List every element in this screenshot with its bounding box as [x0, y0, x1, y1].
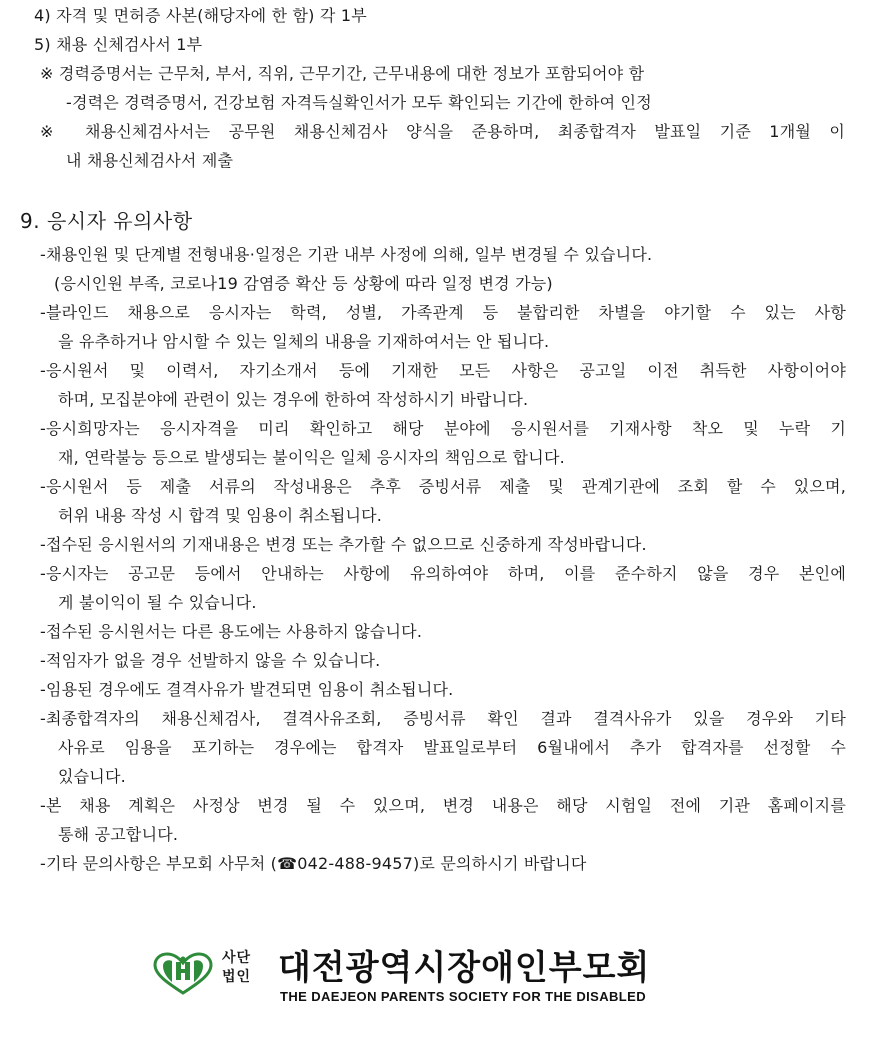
corporation-type: [222, 949, 251, 987]
caution-line: -응시원서 등 제출 서류의 작성내용은 추후 증빙서류 제출 및 관계기관에 조회 할 수 있으며,: [40, 477, 846, 496]
corporation-type-line: 사단: [222, 950, 252, 966]
caution-line: 있습니다.: [58, 767, 126, 786]
note-line: ※ 경력증명서는 근무처, 부서, 직위, 근무기간, 근무내용에 대한 정보가 포함되어야 함: [40, 64, 645, 83]
caution-line: -최종합격자의 채용신체검사, 결격사유조회, 증빙서류 확인 결과 결격사유가 있을 경우와 기타: [40, 709, 846, 728]
organization-logo: [152, 950, 712, 1010]
caution-line: -채용인원 및 단계별 전형내용·일정은 기관 내부 사정에 의해, 일부 변경될 수 있습니다.: [40, 245, 653, 264]
organization-name-english: THE DAEJEON PARENTS SOCIETY FOR THE DISABLED: [280, 989, 646, 1004]
organization-name-korean: 대전광역시장애인부모회: [278, 948, 651, 988]
caution-line: 사유로 임용을 포기하는 경우에는 합격자 발표일로부터 6월내에서 추가 합격자를 선정할 수: [58, 738, 846, 757]
note-line: 내 채용신체검사서 제출: [66, 151, 234, 170]
caution-line: -임용된 경우에도 결격사유가 발견되면 임용이 취소됩니다.: [40, 680, 454, 699]
heart-hands-icon: [152, 952, 214, 996]
caution-line: -적임자가 없을 경우 선발하지 않을 수 있습니다.: [40, 651, 381, 670]
caution-line: -응시자는 공고문 등에서 안내하는 사항에 유의하여야 하며, 이를 준수하지 않을 경우 본인에: [40, 564, 846, 583]
caution-line: -기타 문의사항은 부모회 사무처 (☎042-488-9457)로 문의하시기 바랍니다: [40, 854, 587, 873]
caution-line: (응시인원 부족, 코로나19 감염증 확산 등 상황에 따라 일정 변경 가능): [54, 274, 553, 293]
caution-line: -접수된 응시원서는 다른 용도에는 사용하지 않습니다.: [40, 622, 423, 641]
submission-item: 4) 자격 및 면허증 사본(해당자에 한 함) 각 1부: [34, 6, 367, 25]
section-title: 9. 응시자 유의사항: [20, 209, 193, 233]
caution-line: 게 불이익이 될 수 있습니다.: [58, 593, 257, 612]
caution-line: -응시희망자는 응시자격을 미리 확인하고 해당 분야에 응시원서를 기재사항 착오 및 누락 기: [40, 419, 846, 438]
note-line: -경력은 경력증명서, 건강보험 자격득실확인서가 모두 확인되는 기간에 한하여 인정: [66, 93, 652, 112]
submission-item: 5) 채용 신체검사서 1부: [34, 35, 203, 54]
caution-line: 허위 내용 작성 시 합격 및 임용이 취소됩니다.: [58, 506, 383, 525]
caution-line: -접수된 응시원서의 기재내용은 변경 또는 추가할 수 없으므로 신중하게 작성바랍니다.: [40, 535, 647, 554]
caution-line: 통해 공고합니다.: [58, 825, 179, 844]
caution-line: 재, 연락불능 등으로 발생되는 불이익은 일체 응시자의 책임으로 합니다.: [58, 448, 565, 467]
caution-line: -본 채용 계획은 사정상 변경 될 수 있으며, 변경 내용은 해당 시험일 전에 기관 홈페이지를: [40, 796, 846, 815]
corporation-type-line: 법인: [222, 969, 252, 985]
note-line: ※ 채용신체검사서는 공무원 채용신체검사 양식을 준용하며, 최종합격자 발표일 기준 1개월 이: [40, 122, 845, 141]
caution-line: -블라인드 채용으로 응시자는 학력, 성별, 가족관계 등 불합리한 차별을 야기할 수 있는 사항: [40, 303, 846, 322]
caution-line: -응시원서 및 이력서, 자기소개서 등에 기재한 모든 사항은 공고일 이전 취득한 사항이어야: [40, 361, 846, 380]
caution-line: 하며, 모집분야에 관련이 있는 경우에 한하여 작성하시기 바랍니다.: [58, 390, 529, 409]
caution-line: 을 유추하거나 암시할 수 있는 일체의 내용을 기재하여서는 안 됩니다.: [58, 332, 550, 351]
